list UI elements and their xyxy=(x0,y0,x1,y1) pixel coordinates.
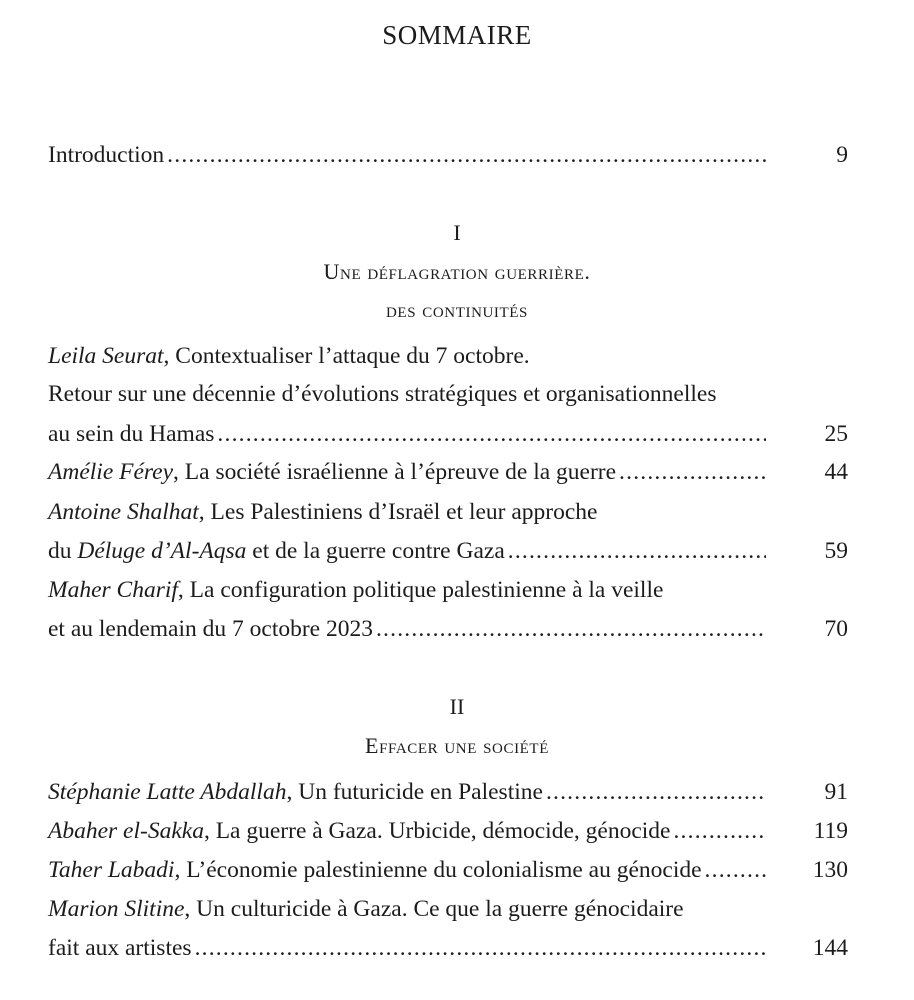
toc-entry-charif[interactable] xyxy=(48,574,848,606)
dot-leader xyxy=(508,535,766,567)
toc-author: Abaher el-Sakka xyxy=(48,818,204,844)
page-title: SOMMAIRE xyxy=(382,20,532,50)
toc-author: Stéphanie Latte Abdallah xyxy=(48,779,287,805)
toc-entry-el-sakka[interactable] xyxy=(48,815,848,847)
toc-entry-ferey[interactable] xyxy=(48,456,848,488)
dot-leader xyxy=(195,932,766,964)
toc-page-number: 119 xyxy=(813,818,848,844)
toc-page-number: 144 xyxy=(812,935,848,961)
toc-page-number: 130 xyxy=(812,857,848,883)
toc-author: Amélie Férey xyxy=(48,459,174,485)
toc-page-number: 9 xyxy=(836,142,848,168)
toc-page-number: 25 xyxy=(824,421,848,447)
toc-entry-continuation[interactable] xyxy=(48,932,848,964)
toc-entry-title: , La société israélienne à l’épreuve de la guerre xyxy=(173,459,617,485)
section-title: des continuités xyxy=(386,297,528,322)
section-title: Effacer une société xyxy=(365,733,549,758)
dot-leader xyxy=(167,139,766,171)
toc-entry-title: du xyxy=(48,538,78,564)
toc-entry-latte-abdallah[interactable] xyxy=(48,776,848,808)
toc-author: Maher Charif xyxy=(48,577,178,603)
toc-entry-continuation xyxy=(48,378,848,410)
section-number: I xyxy=(453,220,461,245)
toc-page-number: 70 xyxy=(824,616,848,642)
toc-entry-title: et de la guerre contre Gaza xyxy=(246,538,505,564)
toc-entry-title: , Les Palestiniens d’Israël et leur approche xyxy=(198,499,598,525)
toc-entry-title: , La guerre à Gaza. Urbicide, démocide, génocide xyxy=(203,818,671,844)
dot-leader xyxy=(217,418,766,450)
dot-leader xyxy=(673,815,766,847)
dot-leader xyxy=(705,854,766,886)
toc-entry-label: Introduction xyxy=(48,142,165,168)
toc-page-number: 91 xyxy=(824,779,848,805)
toc-entry-title: , Contextualiser l’attaque du 7 octobre. xyxy=(163,343,530,369)
toc-entry-introduction[interactable] xyxy=(48,139,848,171)
dot-leader xyxy=(619,456,766,488)
toc-entry-title: , Un futuricide en Palestine xyxy=(286,779,543,805)
dot-leader xyxy=(546,776,766,808)
toc-page-number: 44 xyxy=(824,459,848,485)
toc-entry-title: , Un culturicide à Gaza. Ce que la guerre génocidaire xyxy=(184,896,684,922)
toc-entry-title: Retour sur une décennie d’évolutions stratégiques et organisationnelles xyxy=(48,381,717,407)
toc-author: Leila Seurat xyxy=(48,343,164,369)
toc-entry-shalhat[interactable] xyxy=(48,496,848,528)
toc-entry-title: au sein du Hamas xyxy=(48,421,215,447)
toc-entry-continuation[interactable] xyxy=(48,535,848,567)
toc-author: Marion Slitine xyxy=(48,896,185,922)
toc-entry-title: , La configuration politique palestinienne à la veille xyxy=(177,577,664,603)
toc-entry-seurat[interactable] xyxy=(48,340,848,372)
toc-entry-title: et au lendemain du 7 octobre 2023 xyxy=(48,616,373,642)
toc-author: Taher Labadi xyxy=(48,857,175,883)
toc-entry-slitine[interactable] xyxy=(48,893,848,925)
section-title: Une déflagration guerrière. xyxy=(323,259,591,284)
toc-italic-title: Déluge d’Al-Aqsa xyxy=(77,538,247,564)
section-number: II xyxy=(449,694,465,719)
toc-entry-continuation[interactable] xyxy=(48,613,848,645)
toc-page-number: 59 xyxy=(824,538,848,564)
dot-leader xyxy=(376,613,766,645)
toc-entry-continuation[interactable] xyxy=(48,418,848,450)
toc-entry-labadi[interactable] xyxy=(48,854,848,886)
toc-entry-title: , L’économie palestinienne du colonialisme au génocide xyxy=(174,857,702,883)
toc-entry-title: fait aux artistes xyxy=(48,935,192,961)
toc-author: Antoine Shalhat xyxy=(48,499,199,525)
